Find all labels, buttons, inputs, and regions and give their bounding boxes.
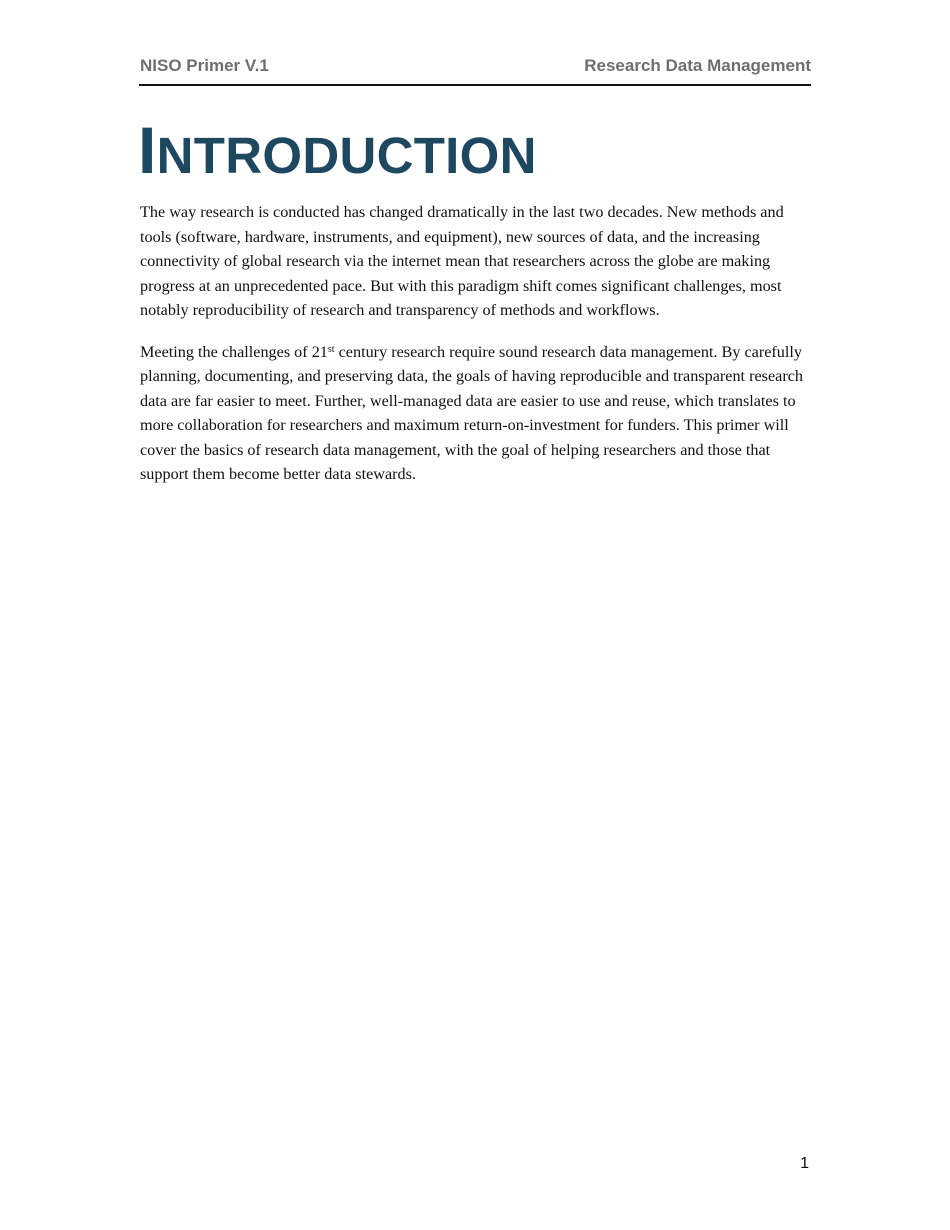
- header-document-title: NISO Primer V.1: [140, 56, 269, 75]
- page-title-initial: I: [138, 113, 157, 187]
- page-title-rest: NTRODUCTION: [156, 127, 537, 184]
- header-section-title: Research Data Management: [584, 56, 811, 75]
- paragraph-1: The way research is conducted has changed dramatically in the last two decades. New methods and tools (software, hardware, instruments, and equipment), new sources of data, and the increasing connectivity of global research via the internet mean that researchers across the globe are making progress at an unprecedented pace. But with this paradigm shift comes significant challenges, most notably reproducibility of research and transparency of methods and workflows.: [140, 203, 784, 319]
- running-header: [139, 54, 811, 86]
- page-title: [138, 112, 537, 194]
- paragraph-2-lead: Meeting the challenges of 21: [140, 342, 328, 361]
- page-number: 1: [800, 1155, 809, 1172]
- ordinal-superscript: st: [327, 343, 335, 355]
- paragraph-2: [140, 340, 812, 487]
- paragraph-2-rest: century research require sound research data management. By carefully planning, documenting, and preserving data, the goals of having reproducible and transparent research data are far easier to meet. Further, well-managed data are easier to use and reuse, which translates to more collaboration for researchers and maximum return-on-investment for funders. This primer will cover the basics of research data management, with the goal of helping researchers and those that support them become better data stewards.: [140, 342, 804, 483]
- body-text: [140, 200, 812, 504]
